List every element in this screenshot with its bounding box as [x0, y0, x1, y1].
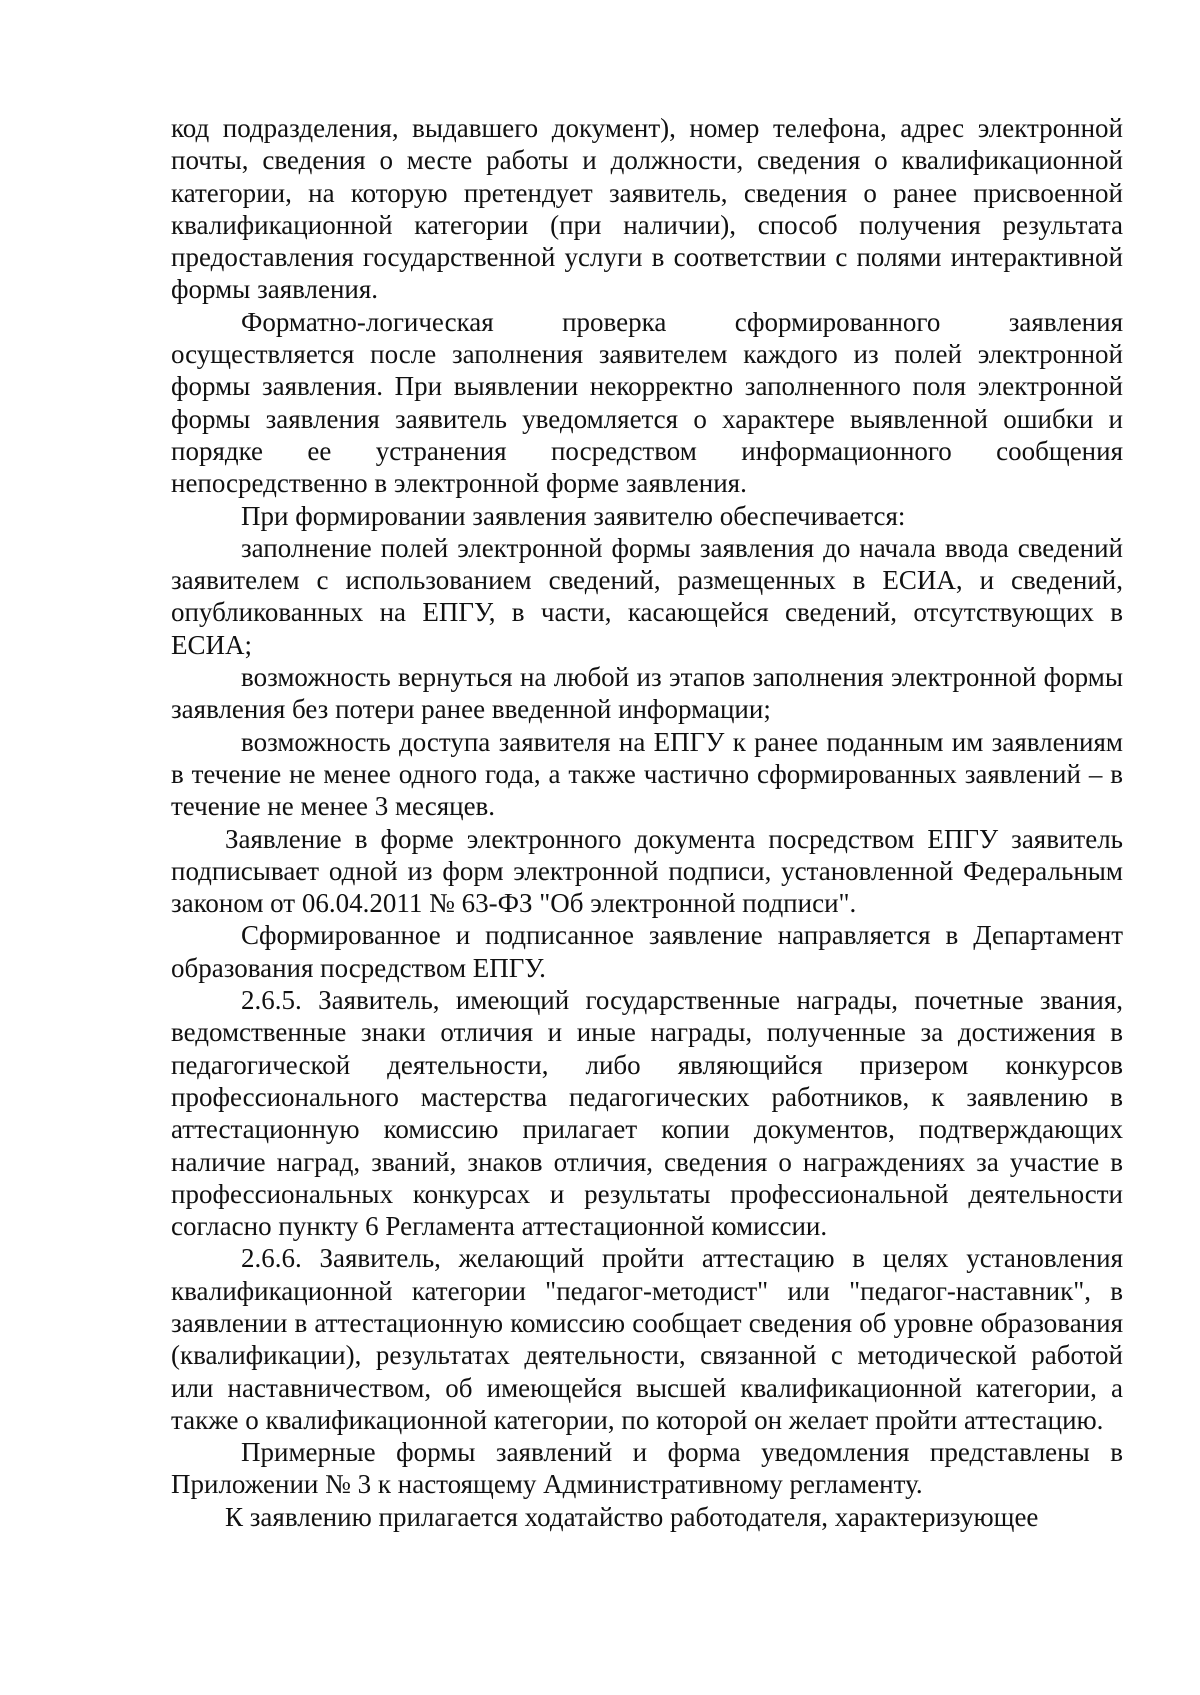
paragraph-sample-forms: Примерные формы заявлений и форма уведомления представлены в Приложении № 3 к настоящему Административному регламенту. — [171, 1437, 1123, 1500]
paragraph-applicant-data: код подразделения, выдавшего документ), номер телефона, адрес электронной почты, сведения о месте работы и должности, сведения о квалификационной категории, на которую претендует заявитель, сведения о ранее присвоенной квалификационной категории (при наличии), способ получения результата предоставления государственной услуги в соответствии с полями интерактивной формы заявления. — [171, 113, 1123, 305]
paragraph-submission: Сформированное и подписанное заявление направляется в Департамент образования посредством ЕПГУ. — [171, 920, 1123, 983]
paragraph-access-applications: возможность доступа заявителя на ЕПГУ к ранее поданным им заявлениям в течение не менее одного года, а также частично сформированных заявлений – в течение не менее 3 месяцев. — [171, 726, 1123, 822]
paragraph-electronic-signature: Заявление в форме электронного документа посредством ЕПГУ заявитель подписывает одной из форм электронной подписи, установленной Федеральным законом от 06.04.2011 № 63-ФЗ "Об электронной подписи". — [171, 823, 1123, 919]
paragraph-employer-petition: К заявлению прилагается ходатайство работодателя, характеризующее — [225, 1501, 1039, 1532]
paragraph-return-to-step: возможность вернуться на любой из этапов заполнения электронной формы заявления без потери ранее введенной информации; — [171, 662, 1123, 725]
paragraph-2-6-6: 2.6.6. Заявитель, желающий пройти аттестацию в целях установления квалификационной категории "педагог-методист" или "педагог-наставник", в заявлении в аттестационную комиссию сообщает сведения об уровне образования (квалификации), результатах деятельности, связанной с методической работой или наставничеством, об имеющейся высшей квалификационной категории, а также о квалификационной категории, по которой он желает пройти аттестацию. — [171, 1243, 1123, 1435]
paragraph-format-check: Форматно-логическая проверка сформированного заявления осуществляется после заполнения заявителем каждого из полей электронной формы заявления. При выявлении некорректно заполненного поля электронной формы заявления заявитель уведомляется о характере выявленной ошибки и порядке ее устранения посредством информационного сообщения непосредственно в электронной форме заявления. — [171, 306, 1123, 499]
paragraph-field-prefill: заполнение полей электронной формы заявления до начала ввода сведений заявителем с использованием сведений, размещенных в ЕСИА, и сведений, опубликованных на ЕПГУ, в части, касающейся сведений, отсутствующих в ЕСИА; — [171, 532, 1123, 660]
paragraph-2-6-5: 2.6.5. Заявитель, имеющий государственные награды, почетные звания, ведомственные знаки отличия и иные награды, полученные за достижения в педагогической деятельности, либо являющийся призером конкурсов профессионального мастерства педагогических работников, к заявлению в аттестационную комиссию прилагает копии документов, подтверждающих наличие наград, званий, знаков отличия, сведения о награждениях за участие в профессиональных конкурсах и результаты профессиональной деятельности согласно пункту 6 Регламента аттестационной комиссии. — [171, 985, 1123, 1242]
paragraph-form-provision-intro: При формировании заявления заявителю обеспечивается: — [241, 500, 906, 531]
document-body — [171, 112, 1123, 1533]
